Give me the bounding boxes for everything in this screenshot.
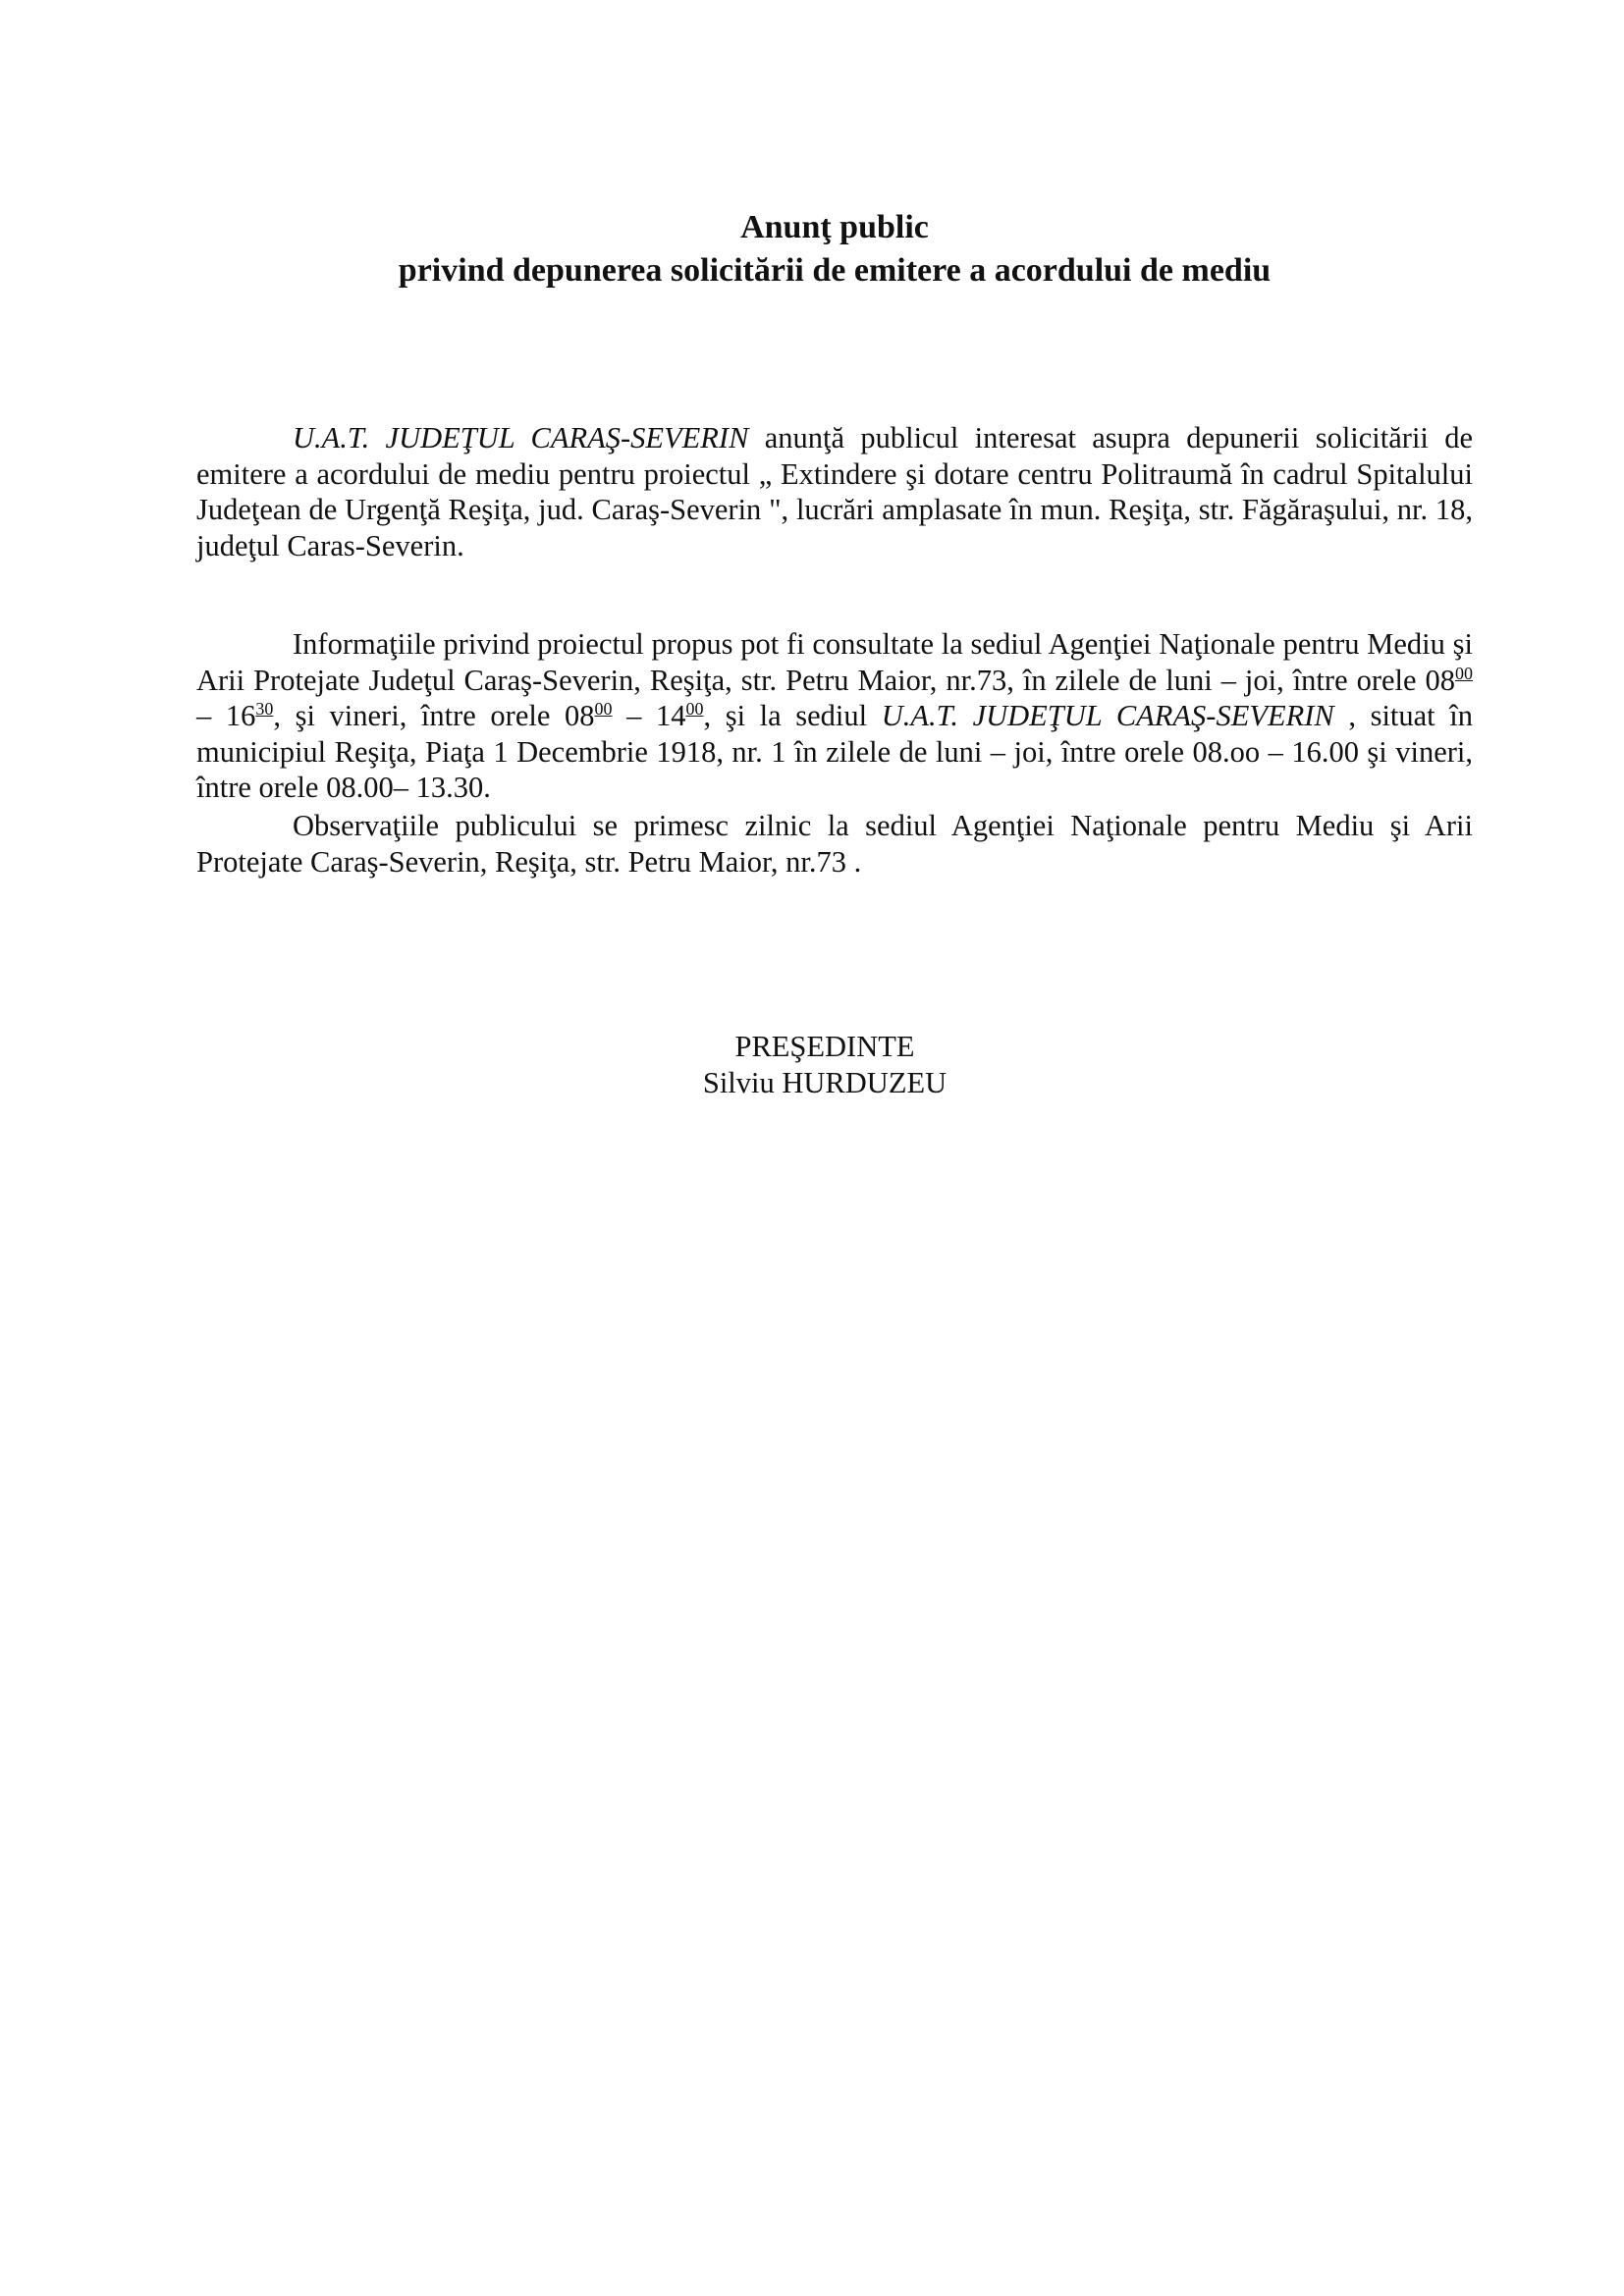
time-superscript: 00: [594, 699, 613, 719]
consultation-text-2: – 16: [196, 699, 256, 732]
announcement-paragraph: [196, 420, 1473, 563]
time-superscript: 00: [1455, 663, 1473, 683]
document-title: Anunţ public: [740, 209, 929, 245]
signature-name: Silviu HURDUZEU: [702, 1066, 947, 1099]
consultation-text-6: , situat în municipiul Reşiţa, Piaţa 1 Decembrie 1918, nr. 1 în zilele de luni – joi, între orele 08.oo – 16.00 şi vineri, între orele 08.00– 13.30.: [196, 699, 1473, 804]
time-superscript: 00: [685, 699, 704, 719]
consultation-paragraph: [196, 626, 1473, 806]
consultation-text-5: , şi la sediul: [703, 699, 882, 732]
announcement-text: anunţă publicul interesat asupra depunerii solicitării de emitere a acordului de mediu pentru proiectul „ Extindere şi dotare centru Politraumă în cadrul Spitalului Judeţean de Urgenţă Reşiţa, jud. Caraş-Severin ", lucrări amplasate în mun. Reşiţa, str. Făgăraşului, nr. 18, judeţul Caras-Severin.: [196, 421, 1473, 562]
time-superscript: 30: [255, 699, 274, 719]
consultation-text-3: , şi vineri, între orele 08: [273, 699, 595, 732]
consultation-text-4: – 14: [612, 699, 686, 732]
observations-text: Observaţiile publicului se primesc zilnic la sediul Agenţiei Naţionale pentru Mediu şi Arii Protejate Caraş-Severin, Reşiţa, str. Petru Maior, nr.73 .: [196, 809, 1473, 879]
applicant-name: U.A.T. JUDEŢUL CARAŞ-SEVERIN: [881, 699, 1334, 732]
document-subtitle: privind depunerea solicitării de emitere a acordului de mediu: [398, 252, 1272, 289]
observations-paragraph: [196, 808, 1473, 880]
consultation-text-1: Informaţiile privind proiectul propus pot fi consultate la sediul Agenţiei Naţionale pentru Mediu şi Arii Protejate Judeţul Caraş-Severin, Reşiţa, str. Petru Maior, nr.73, în zilele de luni – joi, între orele 08: [196, 627, 1473, 697]
applicant-name: U.A.T. JUDEŢUL CARAŞ-SEVERIN: [293, 421, 749, 454]
signature-role: PREŞEDINTE: [734, 1030, 915, 1063]
